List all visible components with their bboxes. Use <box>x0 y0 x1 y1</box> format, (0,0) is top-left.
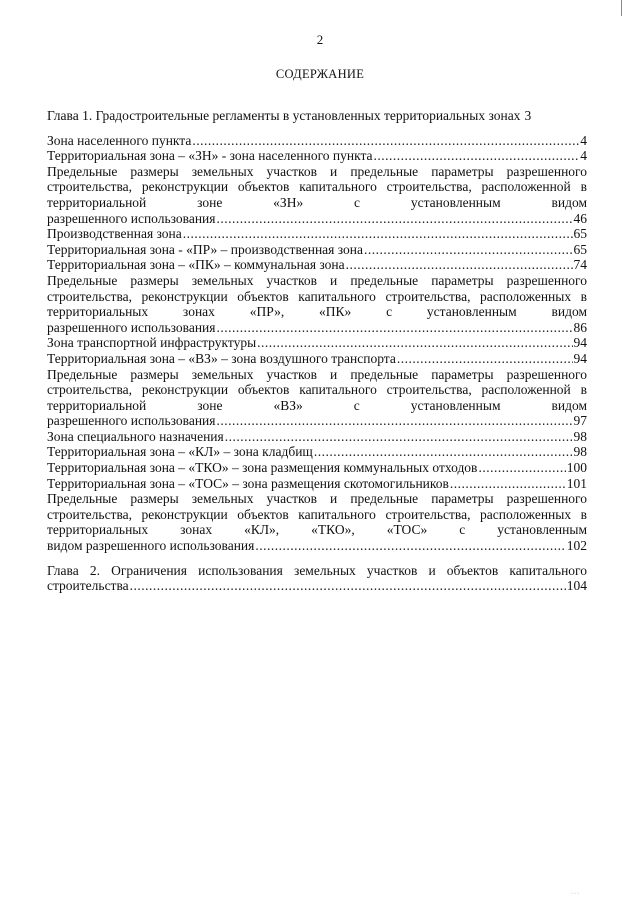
toc-entry[interactable] <box>47 351 587 367</box>
toc-entry[interactable] <box>47 429 587 445</box>
toc-entry-text: Территориальная зона – «ТОС» – зона размещения скотомогильников <box>47 475 449 491</box>
toc-entry-text: Глава 1. Градостроительные регламенты в установленных территориальных зонах <box>47 108 521 123</box>
toc-entry-text: разрешенного использования <box>47 210 216 226</box>
toc-entry[interactable] <box>47 164 587 226</box>
scan-bottom-mark: ··· <box>571 891 580 897</box>
toc-page-number: 4 <box>580 148 587 164</box>
toc-entry[interactable] <box>47 257 587 273</box>
toc-leader-dots <box>397 351 573 367</box>
page-number: 2 <box>316 32 324 47</box>
table-of-contents <box>47 108 587 603</box>
toc-page-number: 65 <box>573 241 587 257</box>
toc-entry-text: разрешенного использования <box>47 413 216 429</box>
toc-leader-dots <box>217 320 573 336</box>
toc-page-number: 3 <box>524 108 532 123</box>
toc-entry[interactable] <box>47 148 587 164</box>
toc-page-number: 46 <box>573 210 587 226</box>
toc-entry-text: разрешенного использования <box>47 319 216 335</box>
toc-entry[interactable] <box>47 335 587 351</box>
toc-leader-dots <box>225 429 573 445</box>
toc-chapter-1[interactable] <box>47 108 587 124</box>
toc-entry-text: видом разрешенного использования <box>47 538 255 554</box>
toc-entry-wrapped-text: Предельные размеры земельных участков и предельные параметры разрешенного строительства, реконструкции объектов капитального строительства, расположенных в территориальных зонах «КЛ», «ТКО», «ТОС» с установленным <box>47 491 587 538</box>
toc-entry[interactable] <box>47 133 587 149</box>
toc-entry-text: Территориальная зона – «ПК» – коммунальная зона <box>47 257 345 273</box>
toc-entry-wrapped-text: Глава 2. Ограничения использования земельных участков и объектов капитального <box>47 562 587 578</box>
toc-chapter-2[interactable] <box>47 563 587 594</box>
toc-leader-dots <box>364 242 573 258</box>
toc-entry-text: строительства <box>47 578 129 594</box>
toc-entry-wrapped-text: Предельные размеры земельных участков и предельные параметры разрешенного строительства, реконструкции объектов капитального строительства, расположенной в территориальной зоне «ВЗ» с установленным видом <box>47 366 587 413</box>
toc-page-number: 100 <box>566 460 587 476</box>
toc-entry[interactable] <box>47 460 587 476</box>
toc-entry[interactable] <box>47 476 587 492</box>
scan-corner-mark <box>621 0 622 16</box>
toc-leader-dots <box>374 148 580 164</box>
toc-entry-text: Производственная зона <box>47 226 182 242</box>
toc-page-number: 74 <box>573 257 587 273</box>
toc-leader-dots <box>314 444 573 460</box>
toc-entry-text: Территориальная зона – «ЗН» - зона населенного пункта <box>47 148 373 164</box>
toc-entry-text: Зона специального назначения <box>47 428 224 444</box>
toc-entry-text: Зона населенного пункта <box>47 132 192 148</box>
toc-page-number: 65 <box>573 226 587 242</box>
toc-entry[interactable] <box>47 273 587 335</box>
toc-leader-dots <box>130 578 566 594</box>
toc-entry-text: Территориальная зона – «КЛ» – зона кладбищ <box>47 444 313 460</box>
toc-entry[interactable] <box>47 226 587 242</box>
toc-entry[interactable] <box>47 491 587 553</box>
toc-page-number: 98 <box>573 444 587 460</box>
toc-page-number: 86 <box>573 319 587 335</box>
toc-page-number: 104 <box>566 578 587 594</box>
toc-page-number: 97 <box>573 413 587 429</box>
toc-page-number: 94 <box>573 350 587 366</box>
toc-entry[interactable] <box>47 367 587 429</box>
toc-entry-text: Зона транспортной инфраструктуры <box>47 335 257 351</box>
toc-leader-dots <box>346 257 573 273</box>
toc-page-number: 98 <box>573 428 587 444</box>
toc-page-number: 102 <box>566 538 587 554</box>
toc-leader-dots <box>192 133 579 149</box>
toc-entry[interactable] <box>47 444 587 460</box>
toc-leader-dots <box>450 476 566 492</box>
toc-leader-dots <box>217 211 573 227</box>
toc-leader-dots <box>257 335 572 351</box>
toc-page-number: 101 <box>566 475 587 491</box>
toc-leader-dots <box>255 538 565 554</box>
toc-leader-dots <box>478 460 565 476</box>
toc-entry-wrapped-text: Предельные размеры земельных участков и предельные параметры разрешенного строительства, реконструкции объектов капитального строительства, расположенной в территориальной зоне «ЗН» с установленным видом <box>47 163 587 210</box>
toc-leader-dots <box>183 226 573 242</box>
toc-page-number: 4 <box>580 132 587 148</box>
document-title: СОДЕРЖАНИЕ <box>275 67 365 81</box>
toc-entry[interactable] <box>47 242 587 258</box>
toc-entry-text: Территориальная зона – «ВЗ» – зона воздушного транспорта <box>47 350 396 366</box>
toc-entry-text: Территориальная зона – «ТКО» – зона размещения коммунальных отходов <box>47 460 478 476</box>
toc-entries <box>47 133 587 554</box>
toc-leader-dots <box>217 413 573 429</box>
toc-page-number: 94 <box>573 335 587 351</box>
toc-entry-wrapped-text: Предельные размеры земельных участков и предельные параметры разрешенного строительства, реконструкции объектов капитального строительства, расположенных в территориальных зонах «ПР», «ПК» с установленным видом <box>47 272 587 320</box>
toc-entry-text: Территориальная зона - «ПР» – производственная зона <box>47 241 363 257</box>
